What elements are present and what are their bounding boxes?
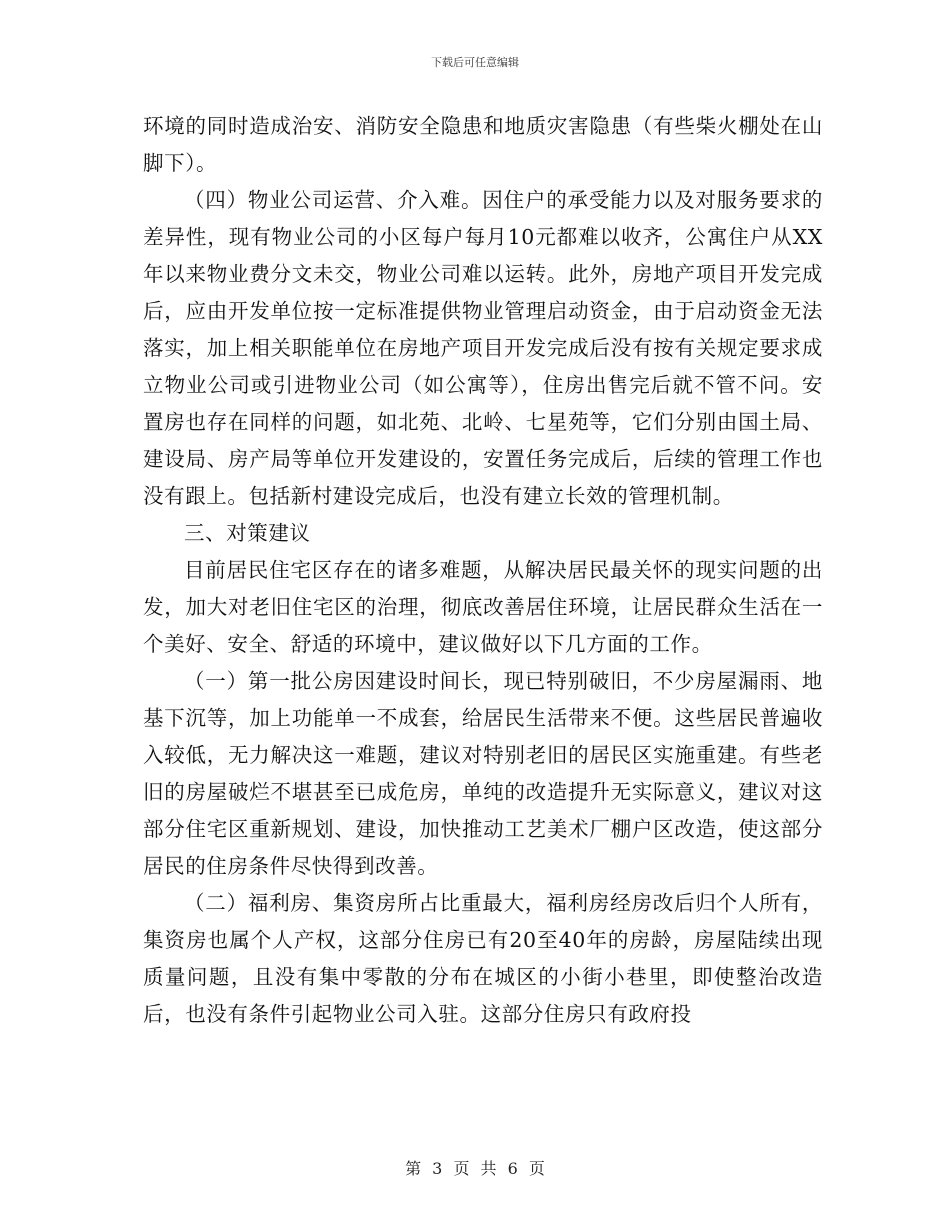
paragraph-suggestion-2: （二）福利房、集资房所占比重最大，福利房经房改后归个人所有，集资房也属个人产权，这部分住房已有20至40年的房龄，房屋陆续出现质量问题，且没有集中零散的分布在城区的小街小巷里，即使整治改造后，也没有条件引起物业公司入驻。这部分住房只有政府投 [143,891,823,1026]
paragraph-item-4: （四）物业公司运营、介入难。因住户的承受能力以及对服务要求的差异性，现有物业公司的小区每户每月10元都难以收齐，公寓住户从XX年以来物业费分文未交，物业公司难以运转。此外，房地产项目开发完成后，应由开发单位按一定标准提供物业管理启动资金，由于启动资金无法落实，加上相关职能单位在房地产项目开发完成后没有按有关规定要求成立物业公司或引进物业公司（如公寓等），住房出售完后就不管不问。安置房也存在同样的问题，如北苑、北岭、七星苑等，它们分别由国土局、建设局、房产局等单位开发建设的，安置任务完成后，后续的管理工作也没有跟上。包括新村建设完成后，也没有建立长效的管理机制。 [143,188,823,508]
page-header: 下载后可任意编辑 [431,56,519,69]
paragraph-continuation: 环境的同时造成治安、消防安全隐患和地质灾害隐患（有些柴火棚处在山脚下）。 [143,114,823,175]
document-body [143,108,823,1033]
page-footer: 第 3 页 共 6 页 [405,1159,545,1178]
paragraph-intro: 目前居民住宅区存在的诸多难题，从解决居民最关怀的现实问题的出发，加大对老旧住宅区的治理，彻底改善居住环境，让居民群众生活在一个美好、安全、舒适的环境中，建议做好以下几方面的工作。 [143,558,823,656]
paragraph-suggestion-1: （一）第一批公房因建设时间长，现已特别破旧，不少房屋漏雨、地基下沉等，加上功能单一不成套，给居民生活带来不便。这些居民普遍收入较低，无力解决这一难题，建议对特别老旧的居民区实施重建。有些老旧的房屋破烂不堪甚至已成危房，单纯的改造提升无实际意义，建议对这部分住宅区重新规划、建设，加快推动工艺美术厂棚户区改造，使这部分居民的住房条件尽快得到改善。 [143,669,823,878]
section-heading-3: 三、对策建议 [184,521,311,545]
